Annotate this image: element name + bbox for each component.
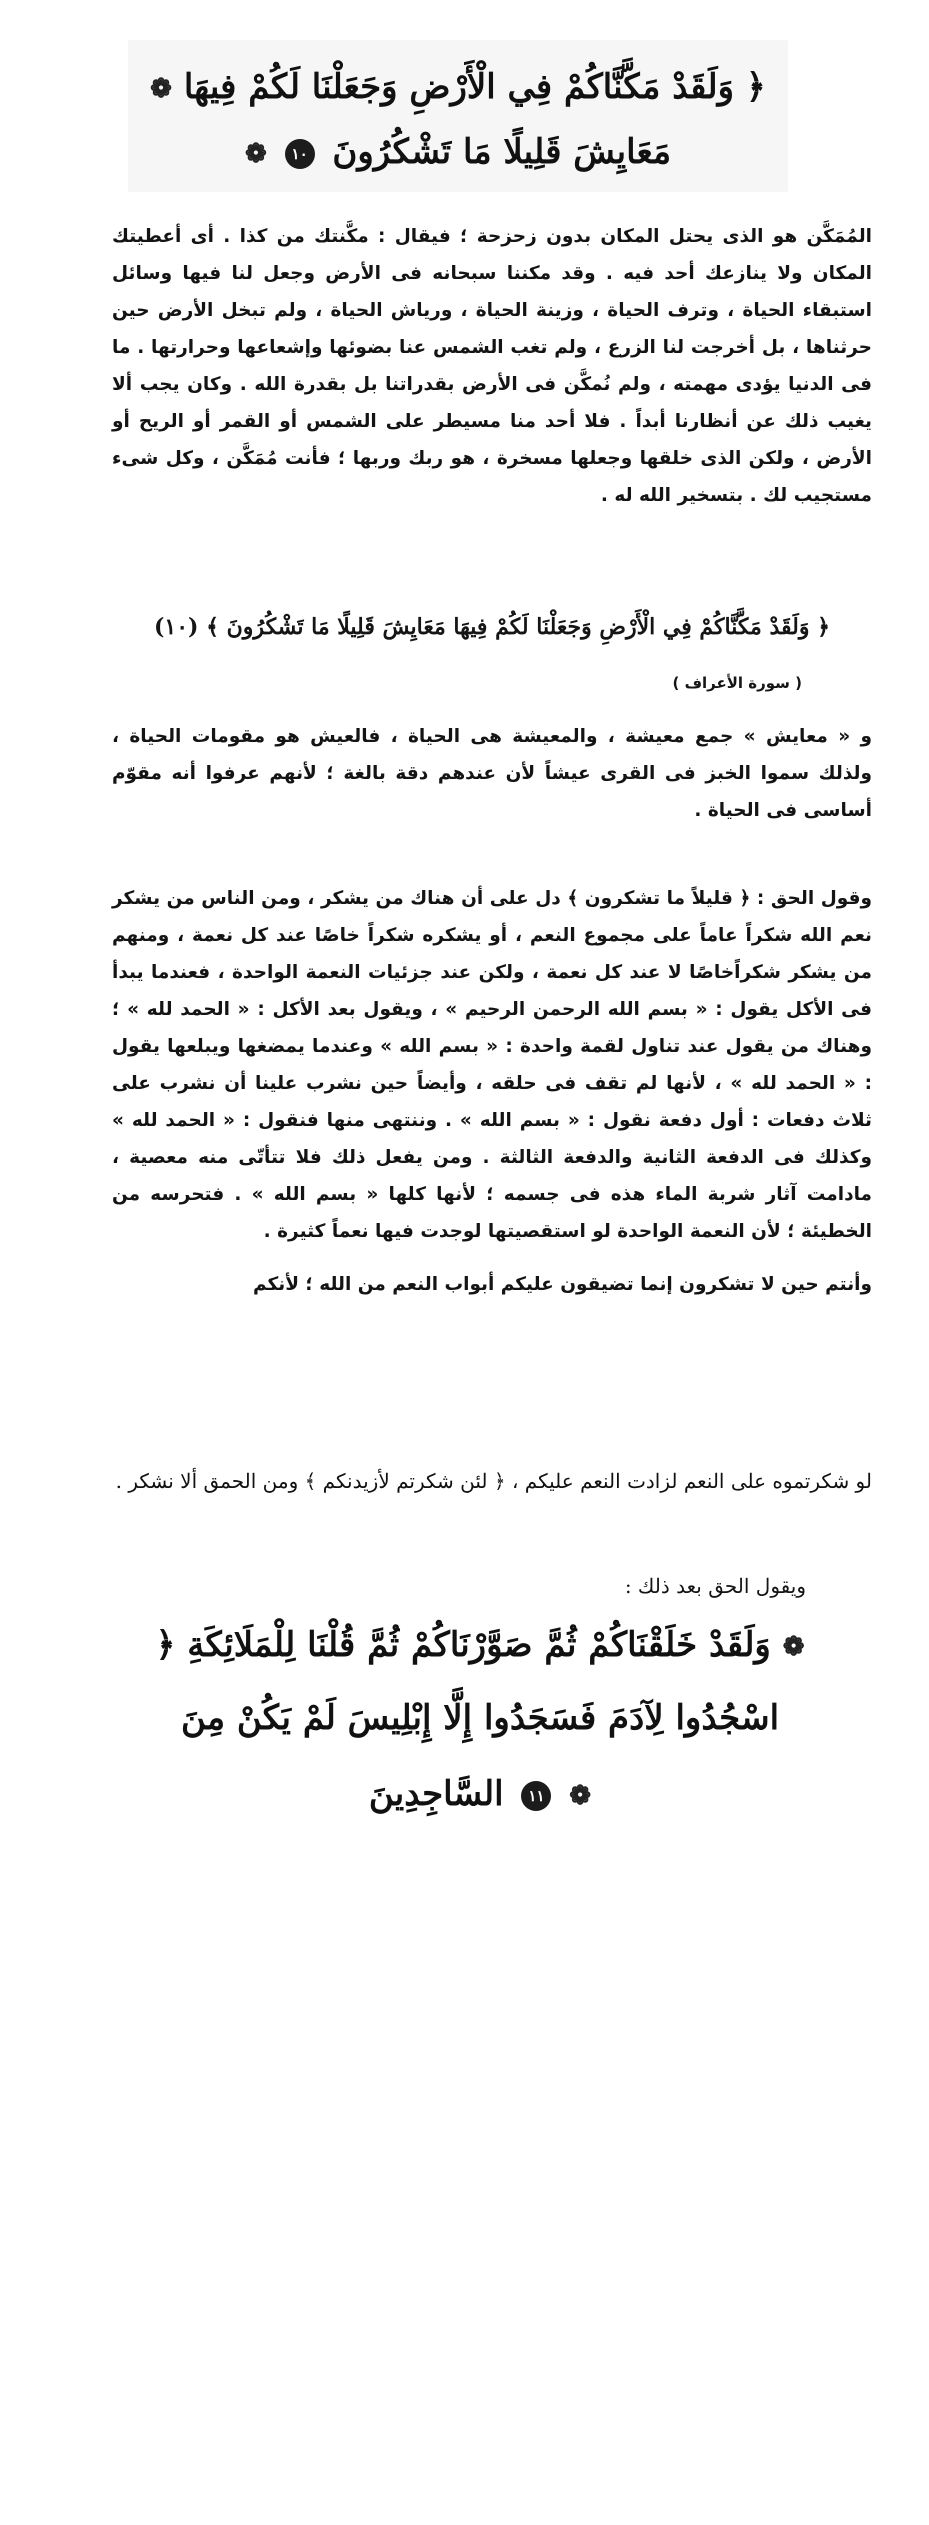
- ornament-icon: ❁: [782, 1632, 805, 1662]
- ayah-number-badge: ١٠: [285, 139, 315, 169]
- header-verse-text-1: ﴿ وَلَقَدْ مَكَّنَّاكُمْ فِي الْأَرْضِ وَجَعَلْنَا لَكُمْ فِيهَا: [183, 67, 766, 107]
- commentary-section-2: [112, 718, 872, 868]
- closing-verse-text-3: السَّاجِدِينَ: [368, 1774, 504, 1814]
- paragraph-1: المُمَكَّن هو الذى يحتل المكان بدون زحزحة ؛ فيقال : مكَّنتك من كذا . أى أعطيتك المكان ولا ينازعك أحد فيه . وقد مكننا سبحانه فى الأرض وجعل لنا فيها وسائل استبقاء الحياة ، وترف الحياة ، وزينة الحياة ، ورياش الحياة ، ولم تبخل الأرض حين حرثناها ، بل أخرجت لنا الزرع ، ولم تغب الشمس عنا بضوئها وإشعاعها وحرارتها . ما فى الدنيا يؤدى مهمته ، ولم نُمكَّن فى الأرض بقدراتنا بل بقدرة الله . وكان يجب ألا يغيب ذلك عن أنظارنا أبداً . فلا أحد منا مسيطر على الشمس أو القمر أو الريح أو الأرض ، ولكن الذى خلقها وجعلها مسخرة ، هو ربك وربها ؛ فأنت مُمَكَّن ، وكل شىء مستجيب لك . بتسخير الله له .: [112, 226, 872, 506]
- closing-verse-text-2: اسْجُدُوا لِآدَمَ فَسَجَدُوا إِلَّا إِبْلِيسَ لَمْ يَكُنْ مِنَ: [180, 1698, 780, 1738]
- closing-verse-block: [150, 1624, 810, 1854]
- closing-verse-line-3: [150, 1774, 810, 1814]
- paragraph-2: و « معايش » جمع معيشة ، والمعيشة هى الحياة ، فالعيش هو مقومات الحياة ، ولذلك سموا الخبز فى القرى عيشاً لأن عندهم دقة بالغة ؛ لأنهم عرفوا أنه مقوّم أساسى فى الحياة .: [112, 726, 872, 821]
- inline-verse-quote: ﴿ وَلَقَدْ مَكَّنَّاكُمْ فِي الْأَرْضِ وَجَعَلْنَا لَكُمْ فِيهَا مَعَايِشَ قَلِيلًا مَا تَشْكُرُونَ ﴾ (١٠): [153, 614, 831, 640]
- ayah-number-badge: ١١: [521, 1781, 551, 1811]
- closing-verse-text-1: ﴿ وَلَقَدْ خَلَقْنَاكُمْ ثُمَّ صَوَّرْنَاكُمْ ثُمَّ قُلْنَا لِلْمَلَائِكَةِ: [155, 1625, 771, 1665]
- closing-verse-line-2: [150, 1698, 810, 1738]
- header-verse-block: [128, 40, 788, 192]
- ornament-icon: ❁: [569, 1781, 592, 1811]
- paragraph-3: وقول الحق : ﴿ قليلاً ما تشكرون ﴾ دل على أن هناك من يشكر ، ومن الناس من يشكر نعم الله شكراً عاماً على مجموع النعم ، أو يشكره شكراً خاصًا عند كل نعمة ، ومنهم من يشكر شكراًخاصًا لا عند كل نعمة ، ولكن عند جزئيات النعمة الواحدة ، فعندما يبدأ فى الأكل يقول : « بسم الله الرحمن الرحيم » ، ويقول بعد الأكل : « الحمد لله » ؛ وهناك من يقول عند تناول لقمة واحدة : « بسم الله » وعندما يمضغها ويبلعها يقول : « الحمد لله » ، لأنها لم تقف فى حلقه ، وأيضاً حين نشرب علينا أن نشرب على ثلاث دفعات : أول دفعة نقول : « بسم الله » . وننتهى منها فنقول : « الحمد لله » وكذلك فى الدفعة الثانية والدفعة الثالثة . ومن يفعل ذلك فلا تتأتّى منه معصية ، مادامت آثار شربة الماء هذه فى جسمه ؛ لأنها كلها « بسم الله » . فتحرسه من الخطيئة ؛ لأن النعمة الواحدة لو استقصيتها لوجدت فيها نعماً كثيرة .: [112, 888, 872, 1242]
- header-verse-text-2: مَعَايِشَ قَلِيلًا مَا تَشْكُرُونَ: [332, 132, 672, 172]
- commentary-section-5: [112, 1458, 872, 1504]
- paragraph-6: ويقول الحق بعد ذلك :: [624, 1574, 806, 1598]
- ornament-icon: ❁: [150, 74, 172, 104]
- commentary-section-3: [112, 880, 872, 1320]
- header-verse-line-1: [128, 66, 788, 107]
- paragraph-4: وأنتم حين لا تشكرون إنما تضيقون عليكم أبواب النعم من الله ؛ لأنكم: [252, 1274, 872, 1295]
- commentary-section-4: [112, 1266, 872, 1326]
- header-verse-line-2: [128, 132, 788, 172]
- closing-verse-line-1: [150, 1624, 810, 1665]
- surah-reference: ( سورة الأعراف ): [672, 674, 802, 692]
- commentary-section-1: [112, 218, 872, 778]
- ornament-icon: ❁: [244, 139, 267, 169]
- paragraph-5: لو شكرتموه على النعم لزادت النعم عليكم ، ﴿ لئن شكرتم لأزيدنكم ﴾ ومن الحمق ألا نشكر .: [115, 1469, 872, 1493]
